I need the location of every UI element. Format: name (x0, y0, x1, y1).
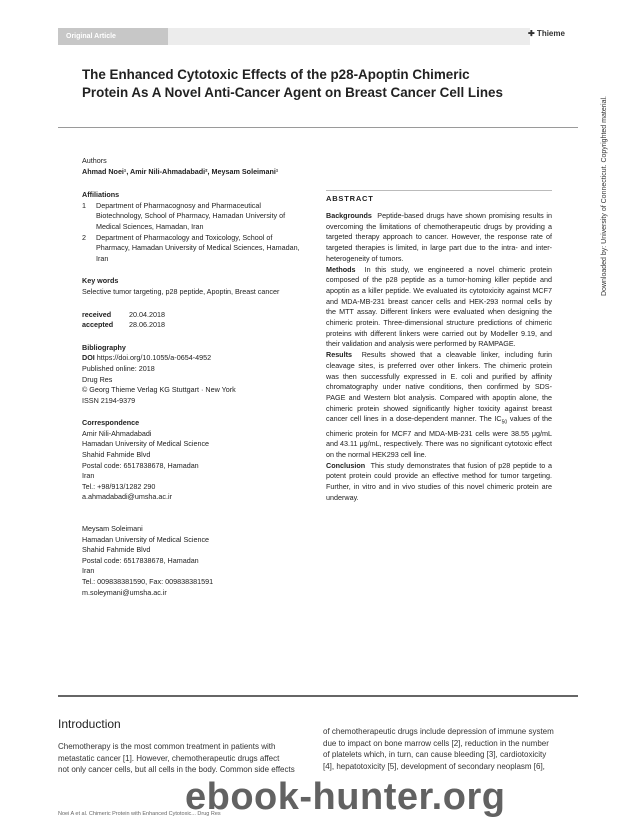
received-label: received (82, 309, 112, 319)
abstract-rule (326, 190, 552, 191)
background-text: Peptide-based drugs have shown promising results in overcoming the limitations of chemotherapeutic drugs by providing a targeted therapy approach to cancer. However, the response rate of targeted therapies is limited, in large part due to the intra- and inter-heterogeneity of tumors. (326, 211, 552, 263)
issn-line: ISSN 2194-9379 (82, 395, 136, 405)
bibliography-label: Bibliography (82, 342, 126, 352)
correspondent-1 (82, 429, 302, 503)
keywords-label: Key words (82, 276, 119, 286)
introduction-heading: Introduction (58, 717, 121, 731)
results-label: Results (326, 350, 352, 360)
article-title (82, 66, 552, 102)
intro-line: Chemotherapy is the most common treatment in patients with (58, 742, 276, 751)
correspondent-email[interactable]: m.soleymani@umsha.ac.ir (82, 587, 167, 597)
abstract-body (326, 211, 552, 503)
ic50-subscript: 50 (501, 419, 508, 426)
accepted-row (82, 320, 302, 331)
correspondent-postal: Postal code: 6517838678, Hamadan (82, 555, 199, 565)
methods-text: In this study, we engineered a novel chimeric protein composed of the p28 peptide as a tumor-homing killer peptide and apoptin as a killer peptide. We evaluated its cytotoxicity against MCF7 and MDA-MB-231 breast cancer cells and HEK-293 normal cells by the MTT assay. Different linkers were evaluated when designing the chimeric protein. Three-dimensional structure predictions of chimeric proteins with different linkers were carried out by Modeller 9.19, and their validation and analysis were performed by RAMPAGE. (326, 264, 553, 349)
background-label: Backgrounds (326, 211, 372, 220)
journal-name: Drug Res (82, 374, 113, 384)
doi-row (82, 353, 302, 364)
abstract-results (326, 350, 552, 460)
affiliation-item (82, 201, 302, 233)
abstract-background (326, 211, 552, 265)
title-line-1: The Enhanced Cytotoxic Effects of the p28-Apoptin Chimeric (82, 67, 470, 82)
affiliation-text: Department of Pharmacology and Toxicology, School of Pharmacy, Hamadan University of Medical Sciences, Hamadan, Iran (96, 232, 300, 263)
intro-line: of platelets which, in turn, can cause bleeding [3], cardiotoxicity (323, 750, 547, 760)
intro-line: [4], hepatotoxicity [5], development of secondary neoplasm [6], (323, 761, 545, 771)
correspondent-street: Shahid Fahmide Blvd (82, 450, 151, 460)
correspondent-phone: Tel.: +98/913/1282 290 (82, 481, 156, 491)
doi-label: DOI (82, 353, 95, 363)
abstract-methods (326, 265, 552, 351)
affiliation-text: Department of Pharmacognosy and Pharmaceutical Biotechnology, School of Pharmacy, Hamadan University of Medical Sciences, Hamadan, Iran (96, 200, 286, 231)
correspondent-2 (82, 524, 302, 598)
intro-line: metastatic cancer [1]. However, chemotherapeutic drugs affect (58, 753, 280, 763)
correspondent-phone: Tel.: 009838381590, Fax: 009838381591 (82, 577, 214, 586)
correspondent-email[interactable]: a.ahmadabadi@umsha.ac.ir (82, 492, 173, 502)
article-type-tag: Original Article (58, 28, 168, 45)
correspondent-name: Amir Nili-Ahmadabadi (82, 428, 152, 438)
authors-names: Ahmad Noei¹, Amir Nili-Ahmadabadi², Meysam Soleimani¹ (82, 166, 279, 176)
intro-right-column (323, 726, 578, 772)
intro-left-column (58, 741, 311, 776)
publisher-logo: ✚ Thieme (528, 29, 565, 38)
page-footer: Noei A et al. Chimeric Protein with Enhanced Cytotoxic... Drug Res (58, 811, 221, 817)
affiliation-number: 2 (82, 232, 86, 242)
correspondence-label: Correspondence (82, 418, 140, 428)
correspondent-country: Iran (82, 566, 95, 576)
received-date: 20.04.2018 (129, 309, 165, 319)
correspondent-institution: Hamadan University of Medical Science (82, 534, 210, 544)
title-line-2: Protein As A Novel Anti-Cancer Agent on Breast Cancer Cell Lines (82, 85, 503, 100)
abstract-heading: ABSTRACT (326, 194, 374, 203)
conclusion-label: Conclusion (326, 460, 366, 470)
keywords-text: Selective tumor targeting, p28 peptide, Apoptin, Breast cancer (82, 286, 280, 296)
left-column (82, 156, 302, 598)
divider-bottom (58, 695, 578, 697)
authors-label: Authors (82, 156, 107, 165)
download-side-note: Downloaded by: University of Connecticut. Copyrighted material. (601, 96, 608, 296)
divider-top (58, 127, 578, 128)
conclusion-text: This study demonstrates that fusion of p28 peptide to a potent protein could provide an effective method for tumor targeting. Further, in vitro and in vivo studies of this novel chimeric protein are underway. (326, 460, 552, 502)
methods-label: Methods (326, 264, 356, 274)
copyright-line: © Georg Thieme Verlag KG Stuttgart · New York (82, 385, 236, 395)
header-bar (168, 28, 530, 45)
affiliations-label: Affiliations (82, 190, 120, 200)
accepted-label: accepted (82, 320, 114, 330)
received-row (82, 310, 302, 321)
accepted-date: 28.06.2018 (129, 320, 165, 330)
affiliation-number: 1 (82, 200, 86, 210)
intro-line: not only cancer cells, but all cells in the body. Common side effects (58, 765, 295, 775)
correspondent-country: Iran (82, 471, 95, 481)
correspondent-street: Shahid Fahmide Blvd (82, 545, 151, 555)
results-text-b: values of the chimeric protein for MCF7 and MDA-MB-231 cells were 38.55 μg/mL and 43.11 μg/mL, respectively. There was no significant cytotoxic effect on the normal HEK293 cell line. (326, 414, 552, 459)
results-text-a: Results showed that a cleavable linker, including furin cleavage sites, is preferred over other linkers. The chimeric protein was then successfully expressed in E. coli and purified by affinity chromatography under native conditions, then confirmed by SDS-PAGE and Western blot analysis. Compared with apoptin alone, the chimeric protein showed significantly higher toxicity against breast cancer cell lines in a dose-dependent manner. The IC (326, 350, 552, 424)
correspondent-institution: Hamadan University of Medical Science (82, 439, 210, 449)
correspondent-name: Meysam Soleimani (82, 524, 143, 534)
correspondent-postal: Postal code: 6517838678, Hamadan (82, 460, 199, 470)
abstract-conclusion (326, 461, 552, 504)
affiliation-item (82, 233, 302, 265)
doi-link[interactable]: https://doi.org/10.1055/a-0654-4952 (96, 353, 212, 363)
watermark: ebook-hunter.org (185, 776, 506, 818)
intro-line: of chemotherapeutic drugs include depression of immune system (323, 727, 554, 736)
published-date: Published online: 2018 (82, 363, 155, 373)
intro-line: due to impact on bone marrow cells [2], reduction in the number (323, 738, 549, 748)
